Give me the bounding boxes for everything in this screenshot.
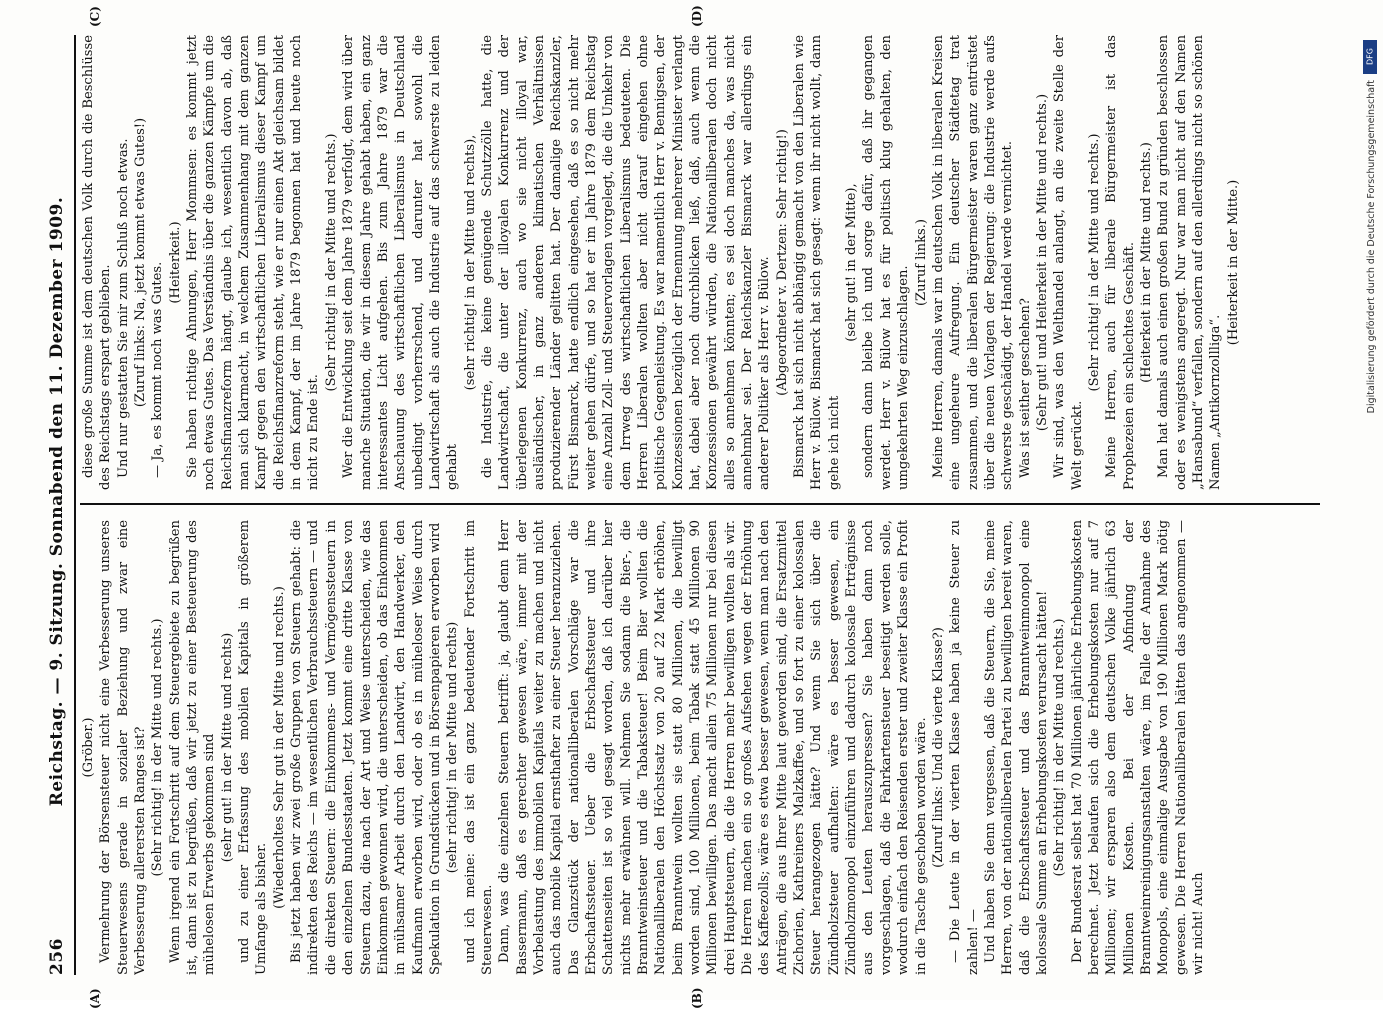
paragraph: sondern dann bleibe ich und sorge dafür, daß ihr gegangen werdet. Herr v. Bülow hat es für politisch klug gehalten, den umgekehrten Weg einzuschlagen. [860,35,912,490]
paragraph: (Zuruf links: Und die vierte Klasse?) [930,520,947,975]
paragraph: (Sehr richtig! in der Mitte und rechts.) [1086,35,1103,490]
margin-marker-c: (C) [88,6,102,27]
paragraph: (sehr richtig! in der Mitte und rechts), [462,35,479,490]
page-number: 256 [47,938,67,975]
paragraph: (sehr gut! in der Mitte), [843,35,860,490]
paragraph: (Heiterkeit in der Mitte.) [1225,35,1242,490]
column-divider [80,503,1320,505]
paragraph: (Gröber.) [80,520,97,975]
paragraph: Und nur gestatten Sie mir zum Schluß noch etwas. [115,35,132,490]
paragraph: diese große Summe ist dem deutschen Volk durch die Beschlüsse des Reichstags erspart geblieben. [80,35,115,490]
margin-marker-a: (A) [88,988,102,1009]
digitization-credit [1361,40,1377,960]
columns [80,35,1330,975]
paragraph: (Zuruf links.) [913,35,930,490]
paragraph: Bis jetzt haben wir zwei große Gruppen von Steuern gehabt: die indirekten des Reichs — im wesentlichen Verbrauchssteuern — und die direkten Steuern: die Einkommens- und Vermögenssteuern in den einzelnen Bundesstaaten. Jetzt kommt eine dritte Klasse von Steuern dazu, die nach der Art und Weise unterscheiden, wie das Einkommen gewonnen wird, die unterscheiden, ob das Einkommen in mühsamer Arbeit durch den Landwirt, den Handwerker, den Kaufmann erworben wird, oder ob es in müheloser Weise durch Spekulation in Grundstücken und in Börsenpapieren erworben wird [288,520,444,975]
paragraph: (Heiterkeit in der Mitte und rechts.) [1138,35,1155,490]
paragraph: Wir sind, was den Welthandel anlangt, an die zweite Stelle der Welt gerückt. [1051,35,1086,490]
paragraph: (Sehr gut! und Heiterkeit in der Mitte und rechts.) [1034,35,1051,490]
running-header [40,35,76,975]
paragraph: (Abgeordneter v. Dertzen: Sehr richtig!) [774,35,791,490]
paragraph: Was ist seither geschehen? [1017,35,1034,490]
left-column [80,520,1310,975]
paragraph: (sehr gut! in der Mitte und rechts) [219,520,236,975]
paragraph: und zu einer Erfassung des mobilen Kapitals in größerem Umfange als bisher. [236,520,271,975]
paragraph: Der Bundesrat selbst hat 70 Millionen jährliche Erhebungskosten berechnet. Jetzt belaufen sich die Erhebungskosten nur auf 7 Millionen; wir ersparen also dem deutschen Volke jährlich 63 Millionen Kosten. Bei der Abfindung der Branntweinreinigungsanstalten wäre, im Falle der Annahme des Monopols, eine einmalige Ausgabe von 190 Millionen Mark nötig gewesen. Die Herren Nationalliberalen hätten das angenommen — wir nicht! Auch [1069,520,1208,975]
paragraph: Meine Herren, damals war im deutschen Volk in liberalen Kreisen eine ungeheure Aufregung. Ein deutscher Städtetag trat zusammen, und die liberalen Bürgermeister waren ganz entrüstet über die neuen Vorlagen der Regierung: die Industrie werde aufs schwerste geschädigt, der Handel werde vernichtet. [930,35,1017,490]
margin-marker-b: (B) [690,988,704,1009]
paragraph: (Sehr richtig! in der Mitte und rechts.) [1051,520,1068,975]
rotated-page-content [40,35,1340,975]
paragraph: Man hat damals auch einen großen Bund zu gründen beschlossen oder es wenigstens angeregt. Nur war man nicht auf den Namen „Hansabund“ verfallen, sondern auf den allerdings nicht so schönen Namen „Antikornzollliga“. [1155,35,1224,490]
dfg-logo: DFG [1363,40,1377,74]
page-title: Reichstag. — 9. Sitzung. Sonnabend den 11. Dezember 1909. [47,197,67,807]
paragraph: (Sehr richtig! in der Mitte und rechts.) [149,520,166,975]
paragraph: (sehr richtig! in der Mitte und rechts) [444,520,461,975]
paragraph: (Heiterkeit.) [167,35,184,490]
paragraph: Und haben Sie denn vergessen, daß die Steuern, die Sie, meine Herren, von der nationalliberalen Partei zu bewilligen bereit waren, daß die Erbschaftssteuer und das Branntweinmonopol eine kolossale Summe an Erhebungskosten verursacht hätten! [982,520,1051,975]
margin-marker-d: (D) [690,5,704,27]
paragraph: Dann, was die einzelnen Steuern betrifft: ja, glaubt denn Herr Bassermann, daß es gerechter gewesen wäre, immer mit der Vorbelastung des immobilen Kapitals weiter zu machen und nicht auch das mobile Kapital ernsthafter zu einer Steuer heranzuziehen. Das Glanzstück der nationalliberalen Vorschläge war die Erbschaftssteuer. Ueber die Erbschaftssteuer und ihre Schattenseiten ist so viel gesagt worden, daß ich darüber hier nichts mehr erwähnen will. Nehmen Sie sodann die Bier-, die Branntweinsteuer und die Tabaksteuer! Beim Bier wollten die Nationalliberalen den Höchstsatz von 20 auf 22 Mark erhöhen, beim Branntwein wollten sie statt 80 Millionen, die bewilligt worden sind, 100 Millionen, beim Tabak statt 45 Millionen 90 Millionen bewilligen. Das macht allein 75 Millionen nur bei diesen drei Hauptsteuern, die die Herren mehr bewilligen wollten als wir. Die Herren machen ein so großes Aufsehen wegen der Erhöhung des Kaffeezolls; wäre es etwa besser gewesen, wenn man nach den Anträgen, die aus Ihrer Mitte laut geworden sind, die Ersatzmittel Zichorien, Kathreiners Malzkaffee, und so fort zu einer kolossalen Steuer herangezogen hätte? Und wenn Sie sich über die Zündholzsteuer aufhalten: wäre es besser gewesen, ein Zündholzmonopol einzuführen und dadurch kolossale Erträgnisse aus den Leuten herauszupressen? Sie haben dann noch vorgeschlagen, daß die Fahrkartensteuer beseitigt werden solle, wodurch einfach den Reisenden erster und zweiter Klasse ein Profit in die Tasche geschoben worden wäre. [496,520,930,975]
paragraph: Vermehrung der Börsensteuer nicht eine Verbesserung unseres Steuerwesens gerade in sozialer Beziehung und zwar eine Verbesserung allerersten Ranges ist? [97,520,149,975]
paragraph: Sie haben richtige Ahnungen, Herr Mommsen: es kommt jetzt noch etwas Gutes. Das Verständnis über die ganzen Kämpfe um die Reichsfinanzreform hängt, glaube ich, wesentlich davon ab, daß man sich klarmacht, in welchem Zusammenhang mit dem ganzen Kampf gegen den wirtschaftlichen Liberalismus dieser Kampf um die Reichsfinanzreform steht, wie er nur einen Akt gleichsam bildet in dem Kampf, der im Jahre 1879 begonnen hat und heute noch nicht zu Ende ist. [184,35,323,490]
paragraph: die Industrie, die keine genügende Schutzzölle hatte, die Landwirtschaft, die unter der illoyalen Konkurrenz und der überlegenen Konkurrenz, auch wo sie nicht illoyal war, ausländischer, in ganz anderen klimatischen Verhältnissen produzierender Länder gelitten hat. Der damalige Reichskanzler, Fürst Bismarck, hatte endlich eingesehen, daß es so nicht mehr weiter gehen dürfe, und so hat er im Jahre 1879 dem Reichstag eine Anzahl Zoll- und Steuervorlagen vorgelegt, die die Umkehr von dem Irrweg des wirtschaftlichen Liberalismus bedeuteten. Die Herren Liberalen wollten aber nicht darauf eingehen ohne politische Gegenleistung. Es war namentlich Herr v. Bennigsen, der Konzessionen bezüglich der Ernennung mehrerer Minister verlangt hat, dabei aber noch durchblicken ließ, daß, auch wenn die Konzessionen gewährt würden, die Nationalliberalen doch nicht alles so annehmen könnten; es sei doch manches da, was nicht annehmbar sei. Der Reichskanzler Bismarck war allerdings ein anderer Politiker als Herr v. Bülow. [479,35,774,490]
paragraph: Meine Herren, auch für liberale Bürgermeister ist das Prophezeien ein schlechtes Geschäft. [1103,35,1138,490]
paragraph: Wenn irgend ein Fortschritt auf dem Steuergebiete zu begrüßen ist, dann ist zu begrüßen, daß wir jetzt zu einer Besteuerung des mühelosen Erwerbs gekommen sind [167,520,219,975]
paragraph: Bismarck hat sich nicht abhängig gemacht von den Liberalen wie Herr v. Bülow. Bismarck hat sich gesagt: wenn ihr nicht wollt, dann gehe ich nicht [791,35,843,490]
paragraph: — Ja, es kommt noch was Gutes. [149,35,166,490]
paragraph: (Wiederholtes Sehr gut in der Mitte und rechts.) [271,520,288,975]
right-column [80,35,1310,490]
paragraph: (Sehr richtig! in der Mitte und rechts.) [323,35,340,490]
paragraph: und ich meine: das ist ein ganz bedeutender Fortschritt im Steuerwesen. [462,520,497,975]
paragraph: Wer die Entwicklung seit dem Jahre 1879 verfolgt, dem wird über manche Situation, die wir in diesem Jahre gehabt haben, ein ganz interessantes Licht aufgehen. Bis zum Jahre 1879 war die Anschauung des wirtschaftlichen Liberalismus in Deutschland unbedingt vorherrschend, und darunter hat sowohl die Landwirtschaft als auch die Industrie auf das schwerste zu leiden gehabt [340,35,461,490]
paragraph: (Zuruf links: Na, jetzt kommt etwas Gutes!) [132,35,149,490]
credit-text: Digitalisierung gefördert durch die Deutsche Forschungsgemeinschaft [1366,80,1377,413]
paragraph: — Die Leute in der vierten Klasse haben ja keine Steuer zu zahlen! — [947,520,982,975]
